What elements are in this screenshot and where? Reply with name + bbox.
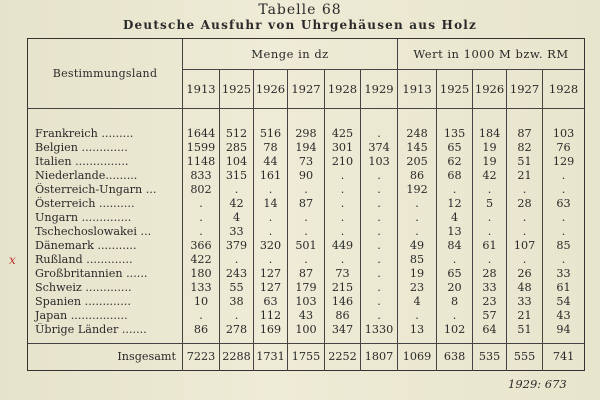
table-row [28,267,585,281]
table-row [28,155,585,169]
table-row [28,323,585,337]
value-cell: . [220,309,254,323]
value-cell: 103 [361,155,398,169]
value-cell: 4 [437,211,473,225]
value-cell: 243 [220,267,254,281]
value-cell: . [325,197,361,211]
country-label: Niederlande......... [28,169,183,183]
value-cell: 127 [254,267,288,281]
value-cell: 184 [473,127,507,141]
value-cell: 87 [288,197,325,211]
value-cell: . [473,253,507,267]
value-cell: . [361,127,398,141]
value-cell: 84 [437,239,473,253]
total-cell: 2288 [220,344,254,371]
value-cell: 10 [183,295,220,309]
value-cell: . [361,309,398,323]
value-cell: 62 [437,155,473,169]
total-cell: 638 [437,344,473,371]
footnote: 1929: 673 [508,377,567,391]
value-cell: 516 [254,127,288,141]
table-row [28,197,585,211]
value-cell: 4 [398,295,437,309]
table-body [28,109,585,344]
value-cell: . [361,267,398,281]
value-cell: 14 [254,197,288,211]
total-cell: 1807 [361,344,398,371]
value-cell: . [473,211,507,225]
year-header: 1925 [437,70,473,109]
value-cell: 85 [398,253,437,267]
value-cell: . [361,253,398,267]
year-header: 1929 [361,70,398,109]
total-cell: 741 [543,344,585,371]
value-cell: 51 [507,155,543,169]
value-cell: 73 [288,155,325,169]
value-cell: 315 [220,169,254,183]
value-cell: . [543,183,585,197]
value-cell: 100 [288,323,325,337]
table-row [28,127,585,141]
value-cell: . [398,309,437,323]
value-cell: 87 [507,127,543,141]
value-cell: 21 [507,309,543,323]
value-cell: 55 [220,281,254,295]
value-cell: 425 [325,127,361,141]
value-cell: 194 [288,141,325,155]
value-cell: 65 [437,267,473,281]
country-label: Tschechoslowakei ... [28,225,183,239]
value-cell: 33 [220,225,254,239]
value-cell: 102 [437,323,473,337]
value-cell: 512 [220,127,254,141]
value-cell: 38 [220,295,254,309]
year-header: 1926 [473,70,507,109]
value-cell: 278 [220,323,254,337]
country-column-header: Bestimmungsland [28,39,183,109]
value-cell: 73 [325,267,361,281]
value-cell: 86 [325,309,361,323]
total-cell: 1755 [288,344,325,371]
year-header: 1913 [183,70,220,109]
table-number: Tabelle 68 [258,2,342,18]
value-cell: . [507,211,543,225]
year-header: 1927 [507,70,543,109]
value-cell: 161 [254,169,288,183]
value-cell: 19 [398,267,437,281]
country-label: Österreich-Ungarn ... [28,183,183,197]
value-cell: 1644 [183,127,220,141]
value-cell: 179 [288,281,325,295]
value-cell: . [507,253,543,267]
value-group-header: Wert in 1000 M bzw. RM [398,39,585,70]
country-label: Übrige Länder ....... [28,323,183,337]
value-cell: 54 [543,295,585,309]
value-cell: . [325,211,361,225]
value-cell: 210 [325,155,361,169]
value-cell: 51 [507,323,543,337]
value-cell: 180 [183,267,220,281]
value-cell: . [361,183,398,197]
value-cell: . [183,211,220,225]
value-cell: . [437,183,473,197]
total-cell: 7223 [183,344,220,371]
value-cell: 205 [398,155,437,169]
country-label: Ungarn .............. [28,211,183,225]
value-cell: . [361,197,398,211]
table-row [28,281,585,295]
value-cell: 104 [220,155,254,169]
year-header: 1927 [288,70,325,109]
value-cell: 33 [507,295,543,309]
value-cell: 4 [220,211,254,225]
value-cell: 43 [543,309,585,323]
value-cell: . [507,225,543,239]
value-cell: 23 [398,281,437,295]
country-label: Großbritannien ...... [28,267,183,281]
value-cell: 94 [543,323,585,337]
value-cell: . [437,309,473,323]
value-cell: 82 [507,141,543,155]
value-cell: 68 [437,169,473,183]
value-cell: 19 [473,141,507,155]
value-cell: 63 [543,197,585,211]
value-cell: 107 [507,239,543,253]
value-cell: 23 [473,295,507,309]
value-cell: 5 [473,197,507,211]
value-cell: 85 [543,239,585,253]
value-cell: 90 [288,169,325,183]
value-cell: . [543,211,585,225]
value-cell: 374 [361,141,398,155]
value-cell: 8 [437,295,473,309]
value-cell: . [361,211,398,225]
value-cell: . [361,225,398,239]
country-label: Belgien ............. [28,141,183,155]
value-cell: . [183,197,220,211]
table-row [28,183,585,197]
value-cell: . [325,253,361,267]
value-cell: 103 [543,127,585,141]
value-cell: 61 [473,239,507,253]
value-cell: 1599 [183,141,220,155]
value-cell: 76 [543,141,585,155]
value-cell: 13 [437,225,473,239]
value-cell: . [437,253,473,267]
year-header: 1913 [398,70,437,109]
value-cell: . [220,183,254,197]
value-cell: 44 [254,155,288,169]
value-cell: 366 [183,239,220,253]
value-cell: . [220,253,254,267]
value-cell: 87 [288,267,325,281]
value-cell: 285 [220,141,254,155]
value-cell: 13 [398,323,437,337]
value-cell: . [507,183,543,197]
total-cell: 535 [473,344,507,371]
value-cell: . [325,183,361,197]
value-cell: 127 [254,281,288,295]
table-row [28,141,585,155]
value-cell: 26 [507,267,543,281]
total-cell: 555 [507,344,543,371]
value-cell: 298 [288,127,325,141]
value-cell: . [398,197,437,211]
table-row [28,253,585,267]
value-cell: 501 [288,239,325,253]
value-cell: . [361,169,398,183]
value-cell: 43 [288,309,325,323]
value-cell: 64 [473,323,507,337]
country-label: Spanien ............. [28,295,183,309]
value-cell: 301 [325,141,361,155]
table-row [28,225,585,239]
value-cell: 42 [220,197,254,211]
value-cell: 833 [183,169,220,183]
total-row [28,344,585,371]
value-cell: . [288,183,325,197]
total-cell: 1731 [254,344,288,371]
table-row [28,239,585,253]
year-header: 1926 [254,70,288,109]
value-cell: 42 [473,169,507,183]
value-cell: . [543,169,585,183]
value-cell: 215 [325,281,361,295]
value-cell: 320 [254,239,288,253]
value-cell: . [543,253,585,267]
value-cell: 49 [398,239,437,253]
value-cell: 135 [437,127,473,141]
value-cell: . [473,225,507,239]
value-cell: . [398,225,437,239]
value-cell: 78 [254,141,288,155]
value-cell: . [254,211,288,225]
value-cell: 103 [288,295,325,309]
value-cell: . [325,225,361,239]
value-cell: . [254,253,288,267]
value-cell: 61 [543,281,585,295]
value-cell: 449 [325,239,361,253]
table-row [28,211,585,225]
year-header: 1928 [325,70,361,109]
country-label: Japan ................ [28,309,183,323]
value-cell: 129 [543,155,585,169]
value-cell: 169 [254,323,288,337]
value-cell: 63 [254,295,288,309]
value-cell: 133 [183,281,220,295]
value-cell: 12 [437,197,473,211]
value-cell: 28 [473,267,507,281]
value-cell: 112 [254,309,288,323]
country-label: Dänemark ........... [28,239,183,253]
margin-pencil-mark: x [9,253,16,267]
value-cell: 19 [473,155,507,169]
table-title: Deutsche Ausfuhr von Uhrgehäusen aus Holz [122,18,478,32]
value-cell: 1330 [361,323,398,337]
table-row [28,309,585,323]
quantity-group-header: Menge in dz [183,39,398,70]
value-cell: . [288,211,325,225]
value-cell: 145 [398,141,437,155]
value-cell: 86 [183,323,220,337]
value-cell: 146 [325,295,361,309]
value-cell: 248 [398,127,437,141]
value-cell: . [361,281,398,295]
value-cell: 33 [473,281,507,295]
year-header: 1925 [220,70,254,109]
total-label: Insgesamt [28,344,183,371]
value-cell: 192 [398,183,437,197]
value-cell: 347 [325,323,361,337]
total-cell: 2252 [325,344,361,371]
value-cell: . [473,183,507,197]
value-cell: 1148 [183,155,220,169]
value-cell: . [361,239,398,253]
value-cell: 379 [220,239,254,253]
value-cell: 65 [437,141,473,155]
value-cell: . [288,253,325,267]
value-cell: . [543,225,585,239]
total-cell: 1069 [398,344,437,371]
value-cell: . [361,295,398,309]
value-cell: . [254,183,288,197]
value-cell: 21 [507,169,543,183]
value-cell: . [183,225,220,239]
value-cell: 48 [507,281,543,295]
value-cell: . [288,225,325,239]
country-label: Italien ............... [28,155,183,169]
table-row [28,169,585,183]
value-cell: 86 [398,169,437,183]
country-label: Schweiz ............. [28,281,183,295]
value-cell: . [183,309,220,323]
value-cell: 422 [183,253,220,267]
value-cell: . [325,169,361,183]
country-label: Rußland ............. [28,253,183,267]
value-cell: 802 [183,183,220,197]
country-label: Frankreich ......... [28,127,183,141]
country-label: Österreich .......... [28,197,183,211]
export-table [27,38,585,371]
value-cell: 57 [473,309,507,323]
value-cell: 20 [437,281,473,295]
table-row [28,295,585,309]
value-cell: 33 [543,267,585,281]
value-cell: . [254,225,288,239]
value-cell: . [398,211,437,225]
year-header: 1928 [543,70,585,109]
value-cell: 28 [507,197,543,211]
